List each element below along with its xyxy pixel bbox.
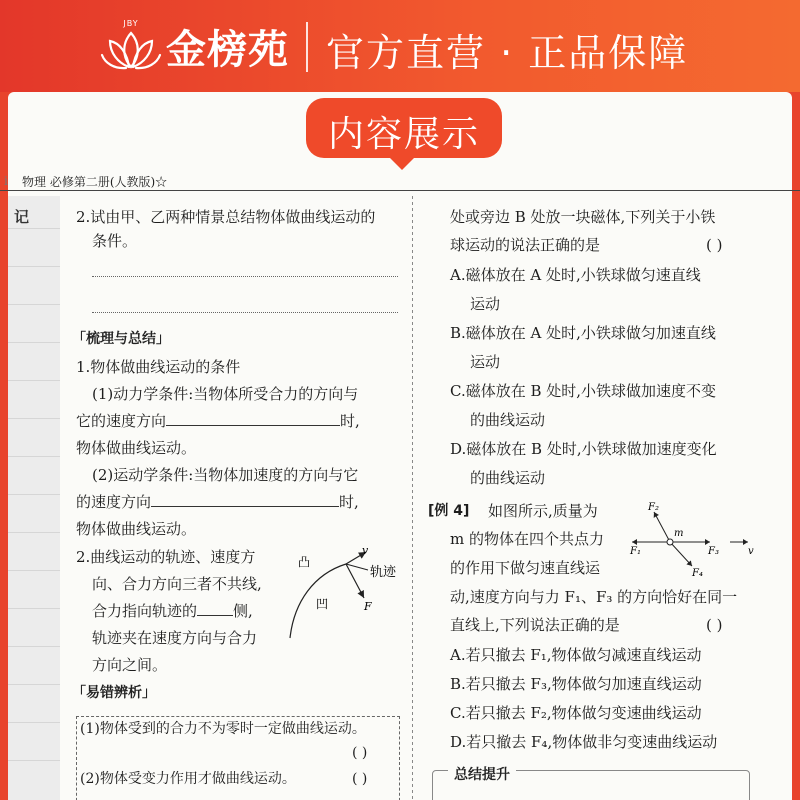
fill-blank <box>151 491 339 507</box>
badge-pointer <box>388 156 416 170</box>
item-2-line-4: 轨迹夹在速度方向与合力 <box>92 629 258 647</box>
error-item-2-answer[interactable]: ( ) <box>352 771 368 787</box>
notes-rule <box>8 494 60 495</box>
option-b-line-1: B.磁体放在 A 处时,小铁球做匀加速直线 <box>450 324 716 342</box>
item-2-line-3-end: 侧, <box>233 602 253 620</box>
question-2-line-1: 2.试由甲、乙两种情景总结物体做曲线运动的 <box>76 208 376 226</box>
notes-rule <box>8 684 60 685</box>
book-header <box>0 172 800 192</box>
notes-rule <box>8 342 60 343</box>
item-1-a-line-2 <box>76 410 360 432</box>
label-v: v <box>362 544 369 557</box>
option-d-line-1: D.磁体放在 B 处时,小铁球做加速度变化 <box>450 440 717 458</box>
example-4-line-2: m 的物体在四个共点力 <box>450 530 604 548</box>
error-item-2: (2)物体受变力作用才做曲线运动。 <box>80 771 296 787</box>
label-m: m <box>674 528 684 539</box>
example-4-answer[interactable]: ( ) <box>706 616 723 634</box>
option-c-line-2: 的曲线运动 <box>470 411 546 429</box>
label-f2: F₂ <box>648 502 659 513</box>
notes-rule <box>8 570 60 571</box>
summary-tag: 总结提升 <box>448 764 516 784</box>
item-2-line-5: 方向之间。 <box>92 656 168 674</box>
content-badge-label: 内容展示 <box>327 114 480 155</box>
example-4-option-c: C.若只撤去 F₂,物体做匀变速曲线运动 <box>450 704 702 722</box>
fill-blank <box>166 410 340 426</box>
item-1-title: 1.物体做曲线运动的条件 <box>76 358 241 376</box>
f2-arrow <box>654 512 670 542</box>
example-4-line-5: 直线上,下列说法正确的是 <box>450 616 620 634</box>
item-1-b-line-2 <box>76 491 359 513</box>
option-d-line-2: 的曲线运动 <box>470 469 546 487</box>
intro-answer[interactable]: ( ) <box>706 236 723 254</box>
item-1-a-line-2-end: 时, <box>340 412 360 430</box>
example-4-line-3: 的作用下做匀速直线运 <box>450 559 601 577</box>
notes-column <box>8 196 60 800</box>
item-1-b-line-1: (2)运动学条件:当物体加速度的方向与它 <box>92 466 359 484</box>
example-4-option-b: B.若只撤去 F₃,物体做匀加速直线运动 <box>450 675 702 693</box>
section-summary-heading: 「梳理与总结」 <box>72 331 170 347</box>
label-f4: F₄ <box>692 568 703 578</box>
notes-rule <box>8 266 60 267</box>
item-1-b-line-2-text: 的速度方向 <box>76 493 152 511</box>
notes-rule <box>8 532 60 533</box>
label-v: v <box>748 546 754 557</box>
notes-rule <box>8 456 60 457</box>
header-mark: i <box>4 174 8 188</box>
item-1-a-line-1: (1)动力学条件:当物体所受合力的方向与 <box>92 385 359 403</box>
example-4-line-1: 如图所示,质量为 <box>488 502 598 520</box>
column-divider <box>412 196 413 800</box>
book-title: 物理 必修第二册(人教版)☆ <box>22 175 168 189</box>
item-2-line-2: 向、合力方向三者不共线, <box>92 575 262 593</box>
force-diagram-figure <box>626 498 758 578</box>
label-track: 轨迹 <box>370 565 397 580</box>
notes-rule <box>8 646 60 647</box>
section-errors-heading: 「易错辨析」 <box>72 685 156 701</box>
intro-line-2: 球运动的说法正确的是 <box>450 236 601 254</box>
option-b-line-2: 运动 <box>470 353 501 371</box>
label-f1: F₁ <box>630 546 641 557</box>
brand-logo <box>100 18 289 75</box>
brand-name: 金榜苑 <box>166 26 289 73</box>
notes-rule <box>8 760 60 761</box>
banner-slogan: 官方直营 · 正品保障 <box>326 31 689 75</box>
notes-label: 记 <box>14 208 30 226</box>
header-rule <box>0 190 800 191</box>
item-1-a-line-2-text: 它的速度方向 <box>76 412 167 430</box>
example-4-option-a: A.若只撤去 F₁,物体做匀减速直线运动 <box>450 646 702 664</box>
label-f3: F₃ <box>708 546 719 557</box>
notes-rule <box>8 228 60 229</box>
item-2-line-3-text: 合力指向轨迹的 <box>92 602 198 620</box>
fill-blank <box>197 600 233 616</box>
option-c-line-1: C.磁体放在 B 处时,小铁球做加速度不变 <box>450 382 717 400</box>
error-item-1-answer[interactable]: ( ) <box>352 745 368 761</box>
item-1-a-line-3: 物体做曲线运动。 <box>76 439 197 457</box>
notes-rule <box>8 380 60 381</box>
top-banner <box>0 0 800 92</box>
answer-line <box>92 276 398 277</box>
item-2-line-1: 2.曲线运动的轨迹、速度方 <box>76 548 256 566</box>
option-a-line-1: A.磁体放在 A 处时,小铁球做匀速直线 <box>450 266 701 284</box>
item-1-b-line-2-end: 时, <box>339 493 359 511</box>
banner-divider <box>306 22 308 72</box>
question-2-line-2: 条件。 <box>92 232 138 250</box>
option-a-line-2: 运动 <box>470 295 501 313</box>
logo-small-text: JBY <box>123 18 139 28</box>
error-item-1: (1)物体受到的合力不为零时一定做曲线运动。 <box>80 721 366 737</box>
mass-point <box>667 539 673 545</box>
example-4-line-4: 动,速度方向与力 F₁、F₃ 的方向恰好在同一 <box>450 588 738 606</box>
notes-rule <box>8 608 60 609</box>
notes-rule <box>8 722 60 723</box>
answer-line <box>92 312 398 313</box>
content-badge <box>306 98 502 158</box>
example-4-option-d: D.若只撤去 F₄,物体做非匀变速曲线运动 <box>450 733 718 751</box>
example-4-tag: [例 4] <box>428 503 470 519</box>
label-f: F <box>364 600 372 613</box>
force-arrow <box>346 564 364 598</box>
item-1-b-line-3: 物体做曲线运动。 <box>76 520 197 538</box>
item-2-line-3 <box>92 600 253 622</box>
f4-arrow <box>670 542 692 566</box>
lotus-logo-icon <box>100 19 162 75</box>
intro-line-1: 处或旁边 B 处放一块磁体,下列关于小铁 <box>450 208 716 226</box>
label-concave: 凹 <box>316 597 329 611</box>
curve-motion-figure <box>284 542 410 642</box>
notes-rule <box>8 304 60 305</box>
notes-rule <box>8 418 60 419</box>
label-convex: 凸 <box>298 555 311 569</box>
